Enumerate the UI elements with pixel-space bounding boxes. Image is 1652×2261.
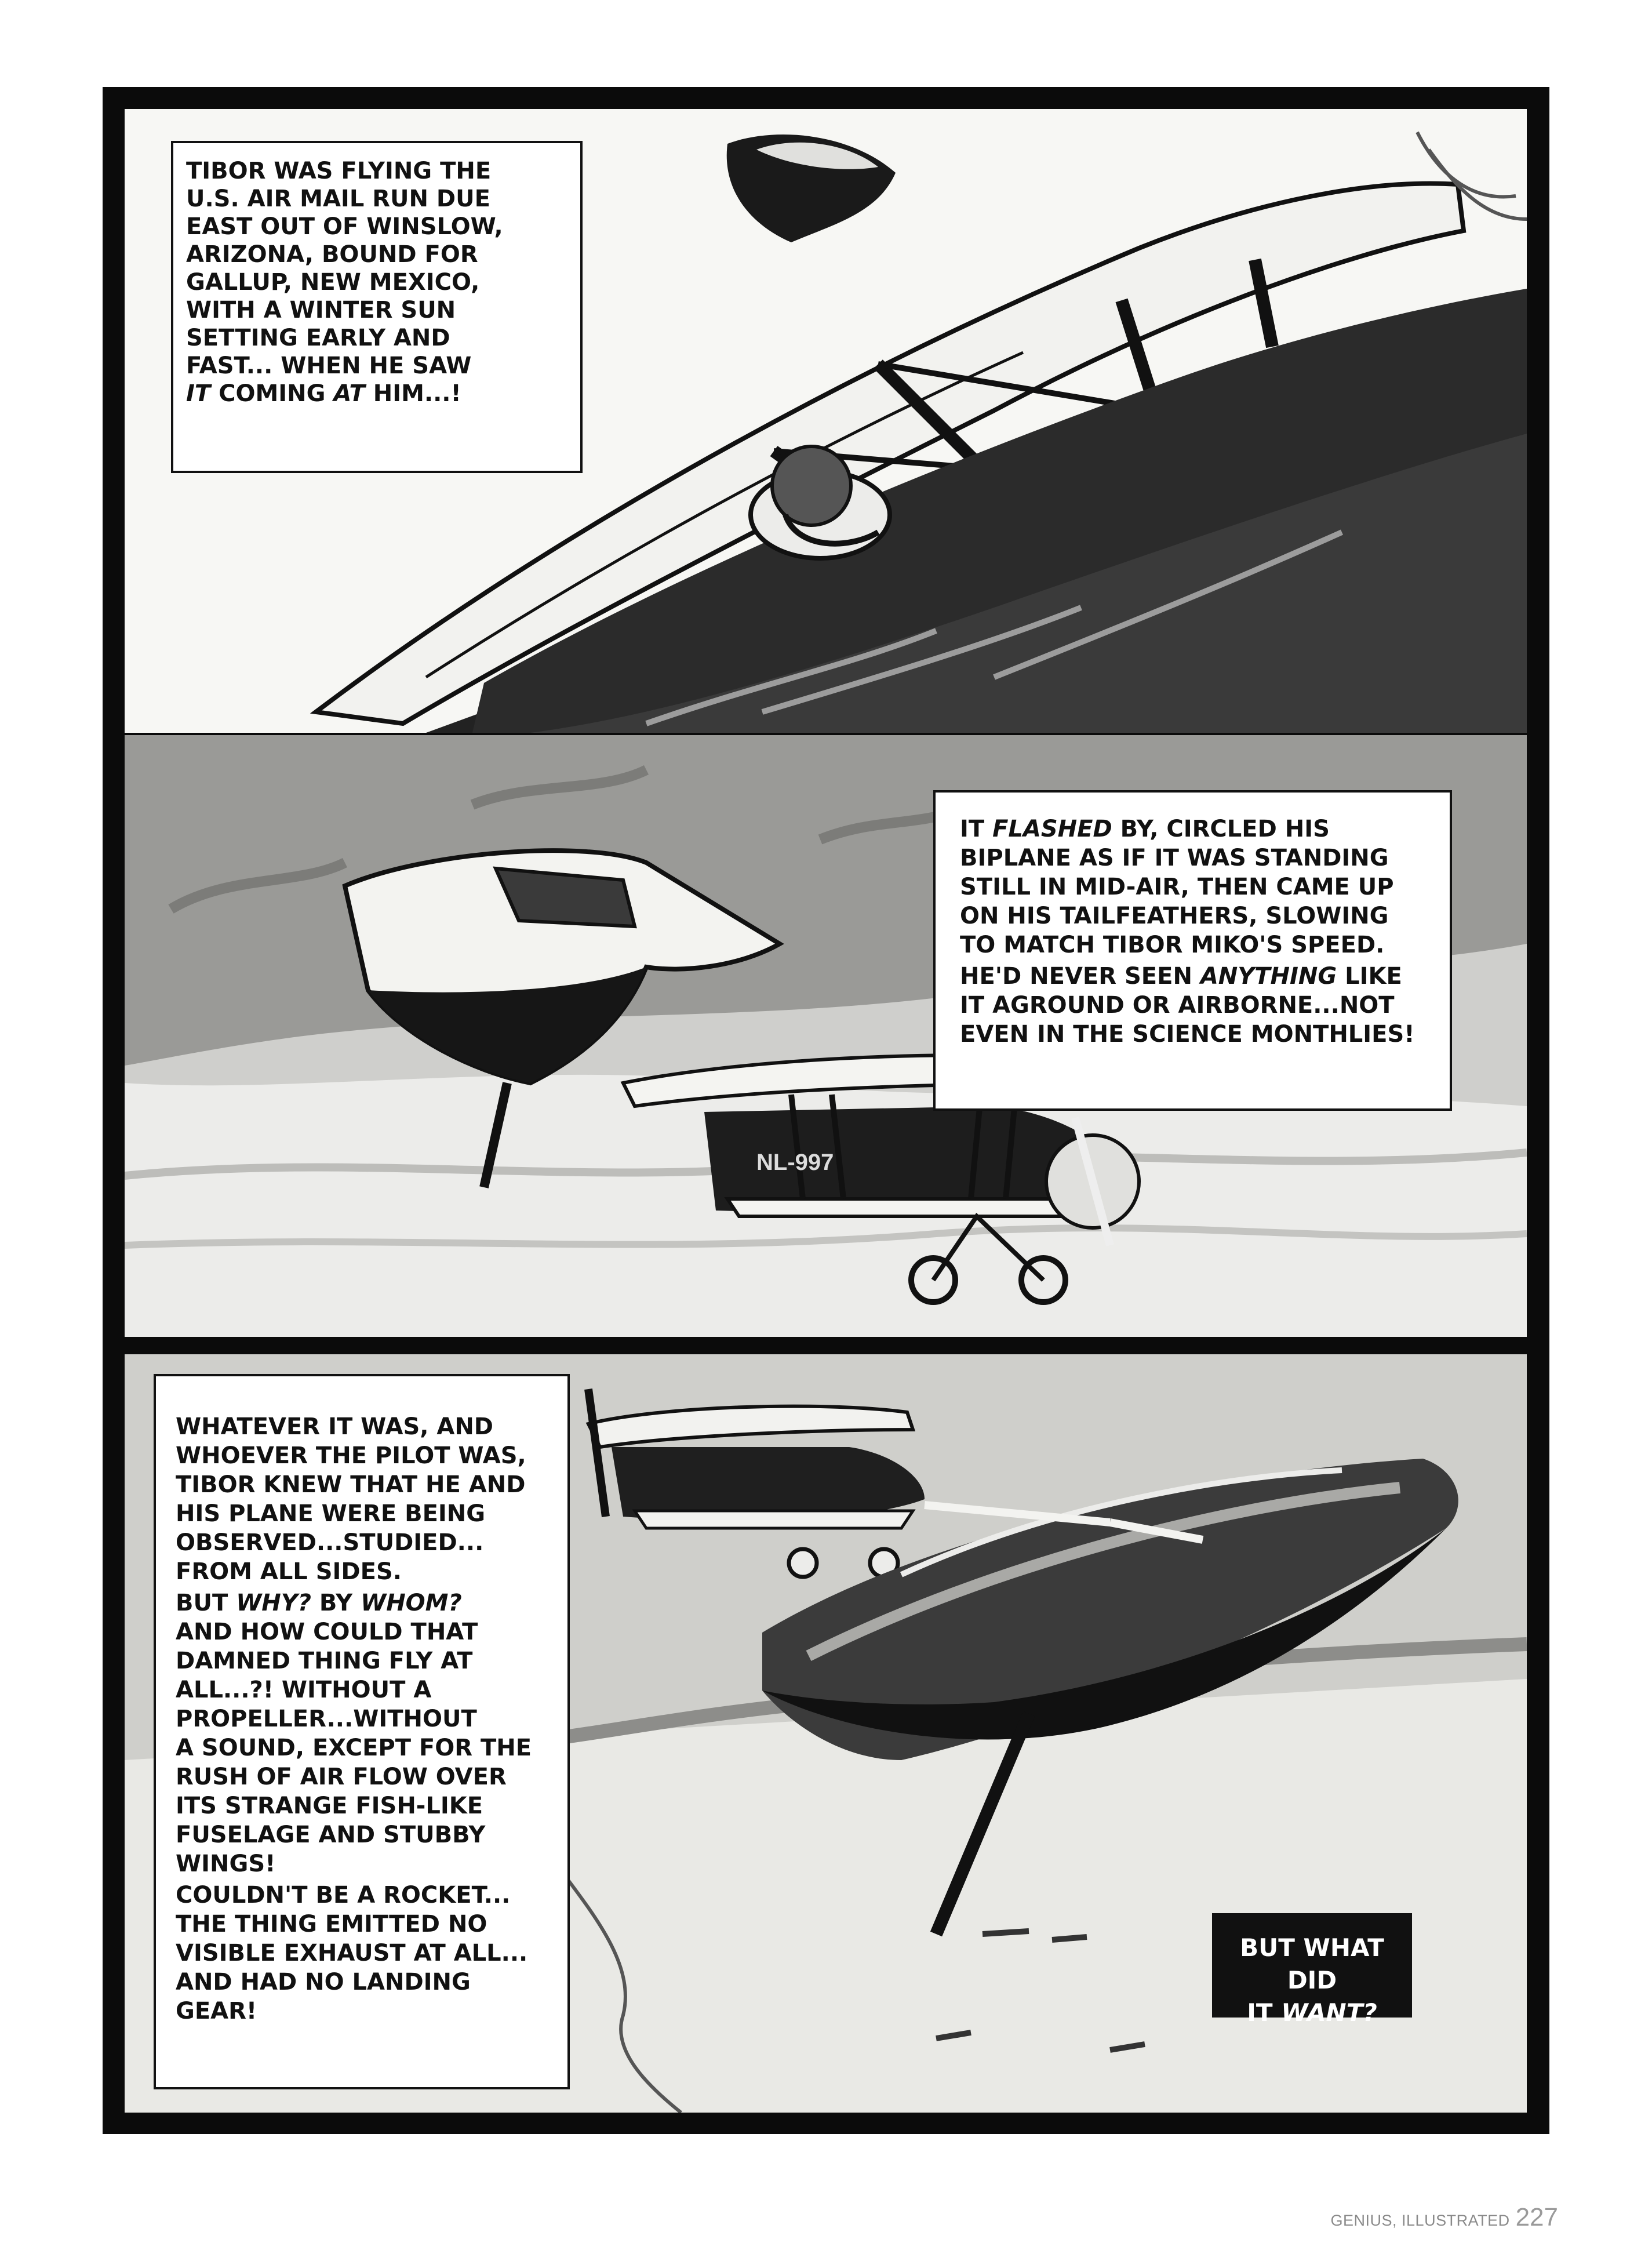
caption-2-emphasis-anything: ANYTHING bbox=[1200, 963, 1337, 990]
caption-1-text-mid: COMING bbox=[210, 380, 334, 407]
caption-2-text-d: LIKE IT AGROUND OR AIRBORNE...NOT EVEN IN THE SCIENCE MONTHLIES! bbox=[960, 963, 1415, 1048]
caption-box-3 bbox=[154, 1374, 570, 2089]
caption-2-text-c: HE'D NEVER SEEN bbox=[960, 963, 1200, 990]
caption-3-paragraph-3: COULDN'T BE A ROCKET... THE THING EMITTED NO VISIBLE EXHAUST AT ALL... AND HAD NO LANDING GEAR! bbox=[176, 1882, 528, 2024]
caption-2-text-a: IT bbox=[960, 816, 993, 842]
caption-3-paragraph-1: WHATEVER IT WAS, AND WHOEVER THE PILOT WAS, TIBOR KNEW THAT HE AND HIS PLANE WERE BEING OBSERVED...STUDIED... FROM ALL SIDES. bbox=[176, 1413, 526, 1585]
caption-box-what-did-it-want bbox=[1212, 1913, 1412, 2027]
panel-1 bbox=[125, 109, 1527, 733]
panel-3 bbox=[125, 1354, 1527, 2113]
panel-2 bbox=[125, 735, 1527, 1337]
plane-registration: NL-997 bbox=[756, 1150, 834, 1175]
caption-2-emphasis-flashed: FLASHED bbox=[992, 816, 1112, 842]
caption-3-emphasis-why: WHY? bbox=[236, 1590, 311, 1616]
caption-4-emphasis-want: WANT? bbox=[1281, 1998, 1377, 2027]
caption-3-text-by: BY bbox=[311, 1590, 361, 1616]
caption-1-text-end: HIM...! bbox=[365, 380, 461, 407]
page-footer bbox=[1331, 2203, 1558, 2232]
caption-2-text-b: BY, CIRCLED HIS BIPLANE AS IF IT WAS STANDING STILL IN MID-AIR, THEN CAME UP ON HIS TAILFEATHERS, SLOWING TO MATCH TIBOR MIKO'S SPEED. bbox=[960, 816, 1394, 958]
caption-1-emphasis-it: IT bbox=[186, 380, 211, 407]
caption-1-text: TIBOR WAS FLYING THE U.S. AIR MAIL RUN DUE EAST OUT OF WINSLOW, ARIZONA, BOUND FOR GALLUP, NEW MEXICO, WITH A WINTER SUN SETTING EARLY AND FAST... WHEN HE SAW bbox=[186, 158, 503, 379]
caption-1-emphasis-at: AT bbox=[333, 380, 365, 407]
page-number: 227 bbox=[1515, 2203, 1558, 2231]
book-title: GENIUS, ILLUSTRATED bbox=[1330, 2212, 1510, 2229]
caption-box-2 bbox=[933, 790, 1452, 1111]
comic-page bbox=[103, 87, 1549, 2134]
caption-3-text-but: BUT bbox=[176, 1590, 236, 1616]
caption-4-text: BUT WHAT DID IT bbox=[1240, 1933, 1384, 2027]
caption-3-emphasis-whom: WHOM? bbox=[361, 1590, 462, 1616]
caption-3-text-rest: AND HOW COULD THAT DAMNED THING FLY AT ALL...?! WITHOUT A PROPELLER...WITHOUT A SOUND, EXCEPT FOR THE RUSH OF AIR FLOW OVER ITS STRANGE FISH-LIKE FUSELAGE AND STUBBY WINGS! bbox=[176, 1619, 532, 1877]
caption-box-1 bbox=[171, 141, 583, 473]
